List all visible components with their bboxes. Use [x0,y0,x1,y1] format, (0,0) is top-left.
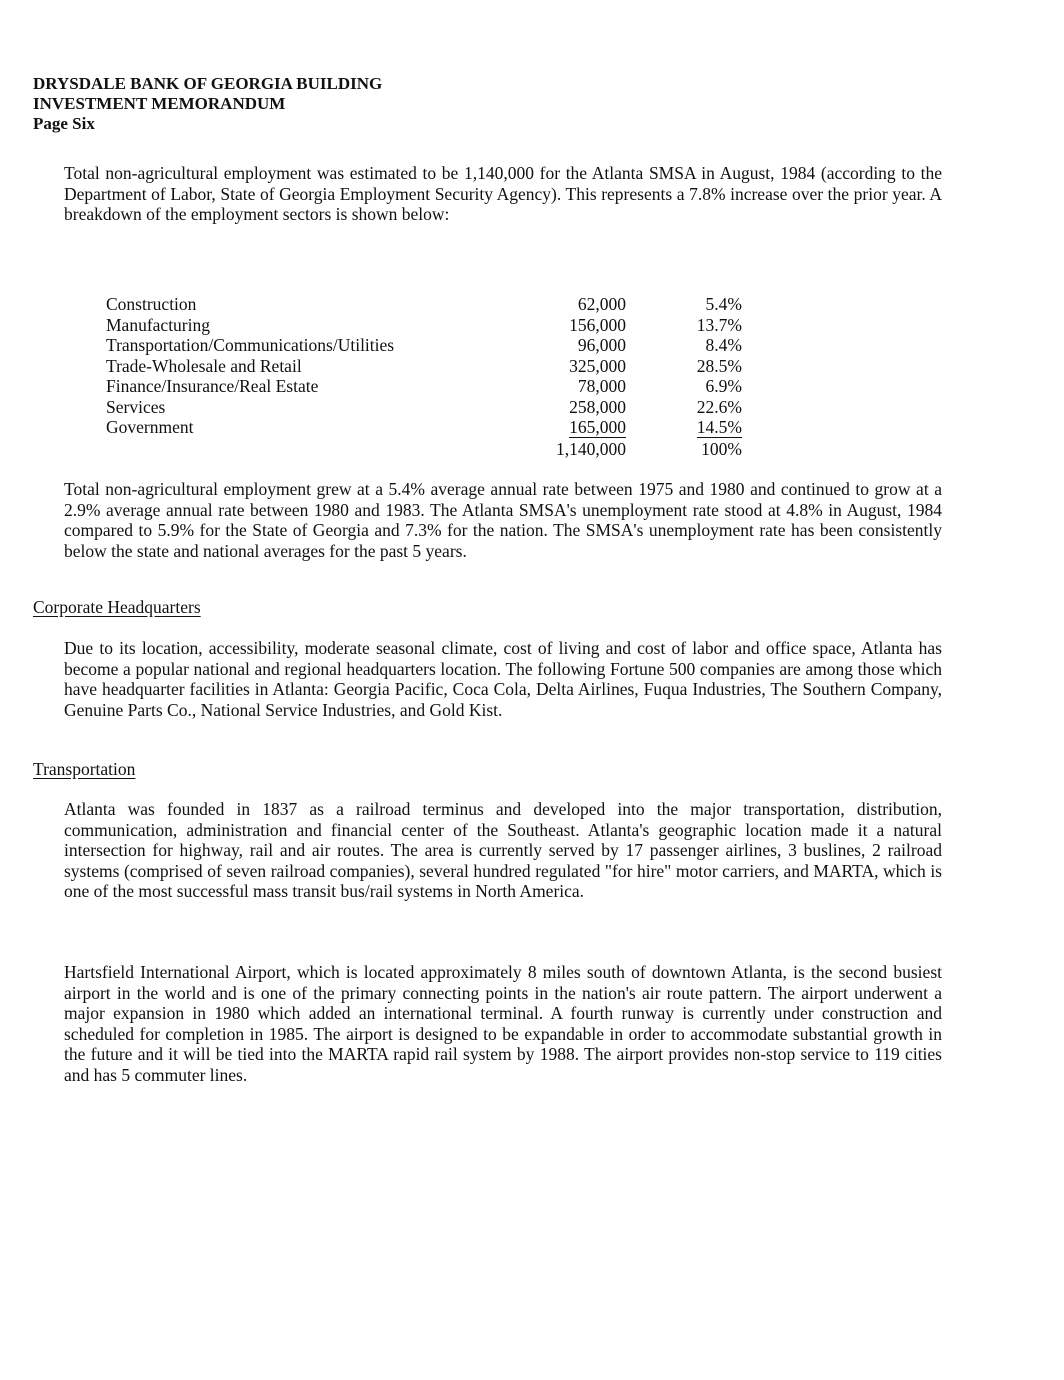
header-memo-title: INVESTMENT MEMORANDUM [33,94,286,113]
sector-percent: 5.4% [705,294,742,314]
corporate-headquarters-paragraph: Due to its location, accessibility, moderate seasonal climate, cost of living and cost of labor and office space, Atlanta has become a popular national and regional headquarters location. The following Fortune 500 companies are among those which have headquarter facilities in Atlanta: Georgia Pacific, Coca Cola, Delta Airlines, Fuqua Industries, The Southern Company, Genuine Parts Co., National Service Industries, and Gold Kist. [64,638,942,720]
table-row [106,397,742,418]
sector-name: Finance/Insurance/Real Estate [106,376,319,396]
total-count: 1,140,000 [556,438,626,459]
sector-count: 62,000 [577,294,626,314]
sector-count: 258,000 [569,396,626,417]
sector-percent: 6.9% [705,376,742,396]
document-header [33,74,382,134]
sector-count: 165,000 [569,417,626,437]
table-row [106,315,742,336]
sector-count: 156,000 [569,314,626,335]
header-page-number: Page Six [33,114,95,133]
transportation-heading: Transportation [33,759,136,779]
table-total-row [106,438,742,460]
sector-name: Manufacturing [106,314,210,335]
transportation-paragraph: Atlanta was founded in 1837 as a railroad terminus and developed into the major transportation, distribution, communication, administration and financial center of the Southeast. Atlanta's geographic location made it a natural intersection for highway, rail and air routes. The area is currently served by 17 passenger airlines, 3 buslines, 2 railroad systems (comprised of seven railroad companies), several hundred regulated "for hire" motor carriers, and MARTA, which is one of the most successful mass transit bus/rail systems in North America. [64,799,942,901]
sector-count: 96,000 [577,335,626,355]
sector-name: Trade-Wholesale and Retail [106,355,302,376]
sector-name: Transportation/Communications/Utilities [106,335,395,355]
sector-percent: 22.6% [696,396,742,417]
table-row [106,376,742,397]
growth-paragraph: Total non-agricultural employment grew at a 5.4% average annual rate between 1975 and 1980 and continued to grow at a 2.9% average annual rate between 1980 and 1983. The Atlanta SMSA's unemployment rate stood at 4.8% in August, 1984 compared to 5.9% for the State of Georgia and 7.3% for the nation. The SMSA's unemployment rate has been consistently below the state and national averages for the past 5 years. [64,479,942,561]
sector-name: Government [106,417,194,438]
table-row [106,335,742,356]
table-row [106,417,742,438]
total-percent: 100% [701,438,742,459]
corporate-headquarters-heading: Corporate Headquarters [33,597,201,617]
sector-percent: 28.5% [696,355,742,376]
employment-sector-table [106,294,742,460]
sector-count: 325,000 [569,355,626,376]
sector-count: 78,000 [577,376,626,396]
sector-name: Services [106,396,166,417]
airport-paragraph: Hartsfield International Airport, which is located approximately 8 miles south of downtown Atlanta, is the second busiest airport in the world and is one of the primary connecting points in the nation's air route pattern. The airport underwent a major expansion in 1980 which added an international terminal. A fourth runway is currently under construction and scheduled for completion in 1985. The airport is designed to be expandable in order to accommodate substantial growth in the future and it will be tied into the MARTA rapid rail system by 1988. The airport provides non-stop service to 119 cities and has 5 commuter lines. [64,962,942,1085]
table-row [106,294,742,315]
header-building-title: DRYSDALE BANK OF GEORGIA BUILDING [33,74,383,93]
sector-percent: 14.5% [696,417,742,437]
sector-name: Construction [106,294,197,314]
sector-percent: 8.4% [705,335,742,355]
intro-paragraph: Total non-agricultural employment was estimated to be 1,140,000 for the Atlanta SMSA in August, 1984 (according to the Department of Labor, State of Georgia Employment Security Agency). This represents a 7.8% increase over the prior year. A breakdown of the employment sectors is shown below: [64,163,942,224]
table-row [106,356,742,377]
sector-percent: 13.7% [696,314,742,335]
